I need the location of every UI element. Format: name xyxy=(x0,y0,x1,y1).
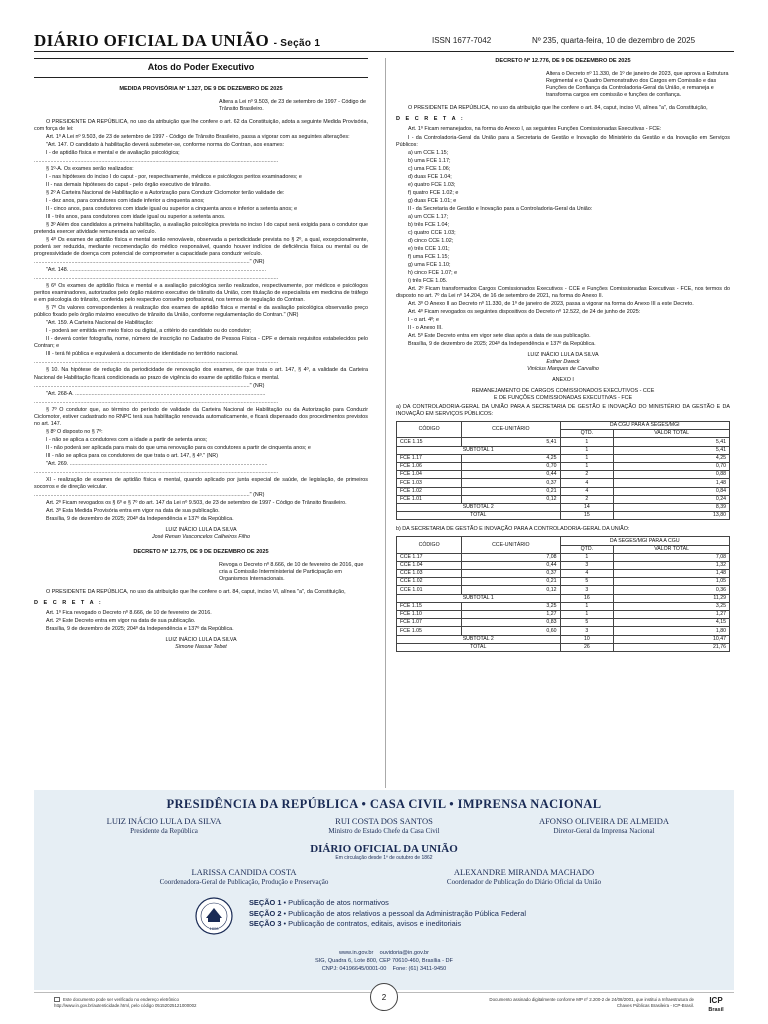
paragraph: I - o art. 4º; e xyxy=(408,316,440,323)
col-header: QTD. xyxy=(560,545,614,553)
masthead xyxy=(34,30,734,52)
table-cell: 0,21 xyxy=(462,578,560,586)
official-imprensa xyxy=(504,816,704,836)
table-row xyxy=(397,438,730,446)
table-cell: 5 xyxy=(560,619,614,627)
paragraph: II - da Secretaria de Gestão e Inovação para a Controladoria-Geral da União: xyxy=(408,205,593,212)
official-role: Ministro de Estado Chefe da Casa Civil xyxy=(328,827,440,836)
paragraph: § 10. Na hipótese de redução da periodicidade de renovação dos exames, de que trata o art. 147, § 4º, a validade da Carteira Nacional de Habilitação ficará condicionada ao prazo de vigência do exame de aptidão física e mental. xyxy=(34,367,368,381)
col-header: VALOR TOTAL xyxy=(614,430,730,438)
paragraph: "Art. 147. O candidato à habilitação deverá submeter-se, conforme norma do Contran, aos exames: xyxy=(46,142,285,149)
paragraph: II - cinco anos, para condutores com idade igual ou superior a cinquenta anos e inferior a setenta anos; e xyxy=(46,206,298,213)
icp-logo-top: ICP xyxy=(709,996,723,1005)
official-president xyxy=(64,816,264,836)
paragraph: § 3º Além dos candidatos a primeira habilitação, a avaliação psicológica prevista no inciso I do caput será exigida para o condutor que pretenda exercer atividade remunerada ao veículo. xyxy=(34,222,368,236)
paragraph: II - deverá conter fotografia, nome, número de inscrição no Cadastro de Pessoa Física - CPF e demais requisitos estabelecidos pelo Contran; e xyxy=(34,336,368,350)
page-number: 2 xyxy=(370,983,398,1011)
section-3-label: SEÇÃO 3 xyxy=(249,919,282,929)
table-cell: 0,70 xyxy=(614,462,730,470)
paragraph: Art. 4º Ficam revogados os seguintes dispositivos do Decreto nº 12.522, de 24 de junho de 2025: xyxy=(408,308,641,315)
official-coord-dou xyxy=(394,867,654,887)
table-cell: 1,80 xyxy=(614,627,730,635)
table-cell: 3 xyxy=(560,561,614,569)
table-cell: FCE 1.07 xyxy=(397,619,462,627)
contact-info xyxy=(34,950,734,973)
table-cell: FCE 1.01 xyxy=(397,495,462,503)
annex-title xyxy=(396,377,730,402)
table-cell: 14 xyxy=(560,503,614,511)
table-cell: 0,60 xyxy=(462,627,560,635)
table-cell: 13,80 xyxy=(614,512,730,520)
left-column xyxy=(34,58,368,788)
section-1-label: SEÇÃO 1 xyxy=(249,898,282,907)
table-row xyxy=(397,454,730,462)
table-cell: FCE 1.06 xyxy=(397,462,462,470)
col-header: CCE-UNITÁRIO xyxy=(462,537,560,553)
table-row xyxy=(397,602,730,610)
paragraph: "Art. 159. A Carteira Nacional de Habilitação: xyxy=(46,320,154,327)
signature-block xyxy=(34,527,368,541)
paragraph: O PRESIDENTE DA REPÚBLICA, no uso da atribuição que lhe confere o art. 62 da Constituição, adota a seguinte Medida Provisória, com força de lei: xyxy=(34,118,368,132)
official-name: AFONSO OLIVEIRA DE ALMEIDA xyxy=(538,816,670,826)
official-casa-civil xyxy=(284,816,484,836)
section-2-label: SEÇÃO 2 xyxy=(249,908,282,918)
paragraph: a) um CCE 1.15; xyxy=(408,149,449,156)
table-cell: 0,36 xyxy=(614,586,730,594)
table-cell: 1,27 xyxy=(462,611,560,619)
dou-title: DIÁRIO OFICIAL DA UNIÃO xyxy=(310,843,458,855)
table-cell: 4,15 xyxy=(614,619,730,627)
table-cell: 1 xyxy=(560,454,614,462)
table-cell: 5 xyxy=(560,578,614,586)
paragraph: e) quatro FCE 1.03; xyxy=(408,181,456,188)
table-row xyxy=(397,561,730,569)
annex-number: ANEXO I xyxy=(552,376,574,383)
paragraph: b) três FCE 1.04; xyxy=(408,221,450,228)
sections-legend xyxy=(249,898,629,930)
table-cell: 1,48 xyxy=(614,479,730,487)
act-summary: Revoga o Decreto nº 8.666, de 10 de fevereiro de 2016, que cria a Comissão Interministerial de Participação em Organismos Internacionais. xyxy=(219,562,364,583)
act-body xyxy=(396,126,730,347)
paragraph: Art. 3º O Anexo II ao Decreto nº 11.330, de 1º de janeiro de 2023, passa a vigorar na forma do Anexo III a este Decreto. xyxy=(408,300,694,307)
issn: ISSN 1677-7042 xyxy=(432,36,492,45)
right-column xyxy=(396,58,730,788)
paragraph: "Art. 269. .................................................................................................................................... xyxy=(46,460,268,467)
table-cell: 7,08 xyxy=(614,553,730,561)
table-cell: 0,44 xyxy=(462,471,560,479)
table-cell: 0,37 xyxy=(462,570,560,578)
table-cell: SUBTOTAL 2 xyxy=(397,635,561,643)
official-role: Diretor-Geral da Imprensa Nacional xyxy=(553,827,655,836)
decreta-heading: D E C R E T A : xyxy=(396,116,465,123)
table-cell: 5,41 xyxy=(614,446,730,454)
table-row xyxy=(397,495,730,503)
act-body xyxy=(34,610,368,633)
paragraph: d) duas FCE 1.04; xyxy=(408,173,452,180)
signature-name: LUIZ INÁCIO LULA DA SILVA xyxy=(527,351,599,358)
col-header: QTD. xyxy=(560,430,614,438)
imprensa-seal-icon xyxy=(194,896,234,936)
paragraph: g) duas FCE 1.01; e xyxy=(408,197,457,204)
table-cell: 0,70 xyxy=(462,462,560,470)
table-caption: b) DA SECRETARIA DE GESTÃO E INOVAÇÃO PARA A CONTROLADORIA-GERAL DA UNIÃO: xyxy=(396,526,630,533)
table-row xyxy=(397,512,730,520)
section-1-line xyxy=(249,898,629,909)
table-row xyxy=(397,570,730,578)
col-header: VALOR TOTAL xyxy=(614,545,730,553)
table-cell: 3 xyxy=(560,627,614,635)
paper-name xyxy=(34,30,320,52)
paragraph: ................................................................................................................................................" (NR) xyxy=(34,491,265,498)
table-cell: 1,27 xyxy=(614,611,730,619)
paragraph: Art. 1º Fica revogado o Decreto nº 8.666, de 10 de fevereiro de 2016. xyxy=(46,610,212,617)
official-role: Coordenador de Publicação do Diário Oficial da União xyxy=(446,878,602,887)
paragraph: § 2º A Carteira Nacional de Habilitação e a Autorização para Conduzir Ciclomotor terão validade de: xyxy=(46,190,285,197)
page-footer xyxy=(34,992,734,1014)
table-cell: 0,88 xyxy=(614,471,730,479)
table-cell: FCE 1.15 xyxy=(397,602,462,610)
section-2-line xyxy=(249,909,629,920)
table-cell: 11,29 xyxy=(614,594,730,602)
table-cell: FCE 1.03 xyxy=(397,479,462,487)
paragraph: ................................................................................................................................................................... xyxy=(34,275,279,282)
act-intro: O PRESIDENTE DA REPÚBLICA, no uso da atribuição que lhe confere o art. 84, caput, inciso VI, alínea "a", da Constituição, xyxy=(408,105,708,112)
paragraph: Art. 2º Ficam transformados Cargos Comissionados Executivos - CCE e Funções Comissionadas Executivas - FCE, nos termos do disposto no art. 7º da Lei nº 14.204, de 16 de setembro de 2021, na forma do Anexo II. xyxy=(396,285,730,299)
signature-name: Vinícius Marques de Carvalho xyxy=(527,365,599,372)
section-label: - Seção 1 xyxy=(273,38,321,49)
table-cell: CCE 1.04 xyxy=(397,561,462,569)
table-cell: 1,32 xyxy=(614,561,730,569)
paragraph: II - o Anexo III. xyxy=(408,324,443,331)
table-cell: TOTAL xyxy=(397,643,561,651)
table-row xyxy=(397,643,730,651)
table-cell: 1 xyxy=(560,438,614,446)
paragraph: Art. 1º Ficam remanejados, na forma do Anexo I, as seguintes Funções Comissionadas Executivas - FCE: xyxy=(408,126,662,133)
table-cell: 5,41 xyxy=(462,438,560,446)
act-title: DECRETO Nº 12.775, DE 9 DE DEZEMBRO DE 2025 xyxy=(133,548,269,555)
paragraph: f) uma FCE 1.15; xyxy=(408,253,450,260)
paragraph: § 1º-A. Os exames serão realizados: xyxy=(46,166,134,173)
address: SIG, Quadra 6, Lote 800, CEP 70610-460, Brasília - DF xyxy=(315,957,453,964)
table-row xyxy=(397,627,730,635)
table-cell: CCE 1.15 xyxy=(397,438,462,446)
section-2-text: • Publicação de atos relativos a pessoal da Administração Pública Federal xyxy=(283,908,527,918)
signature-name: LUIZ INÁCIO LULA DA SILVA xyxy=(165,526,237,533)
paragraph: f) quatro FCE 1.02; e xyxy=(408,189,459,196)
paragraph: § 4º Os exames de aptidão física e mental serão renováveis, observada a periodicidade prevista no § 2º, a qual, excepcionalmente, poderá ser reduzida, mediante recomendação do médico responsável, quando houver indícios de deficiência física ou mental ou de progressividade de doença com potencial de comprometer a capacidade para conduzir veículo. xyxy=(34,237,368,258)
signature-name: Simone Nassar Tebet xyxy=(175,644,227,651)
table-row xyxy=(397,611,730,619)
table-cell: 2 xyxy=(560,471,614,479)
table-caption: a) DA CONTROLADORIA-GERAL DA UNIÃO PARA A SECRETARIA DE GESTÃO E INOVAÇÃO DO MINISTÉRIO DA GESTÃO E DA INOVAÇÃO EM SERVIÇOS PÚBLICOS: xyxy=(396,404,730,418)
table-cell: 4 xyxy=(560,479,614,487)
table-cell: 0,37 xyxy=(462,479,560,487)
table-cell: 4 xyxy=(560,487,614,495)
paragraph: XI - realização de exames de aptidão física e mental, quando aplicado por junta especial de saúde, de legislação, de primeiros socorros e de direção veicular. xyxy=(34,476,368,490)
act-summary: Altera o Decreto nº 11.330, de 1º de janeiro de 2023, que aprova a Estrutura Regimental e o Quadro Demonstrativo dos Cargos em Comissão e das Funções de Confiança da Controladoria-Geral da União, e remaneja e transforma cargos em comissão e funções de confiança. xyxy=(546,71,729,99)
table-cell: FCE 1.17 xyxy=(397,454,462,462)
table-cell: CCE 1.03 xyxy=(397,570,462,578)
signature-block xyxy=(34,637,368,651)
table-cgu-to-seges xyxy=(396,421,730,520)
table-row xyxy=(397,446,730,454)
table-cell: 1 xyxy=(560,553,614,561)
decreta-heading: D E C R E T A : xyxy=(34,600,103,607)
col-header: DA CGU PARA A SEGES/MGI xyxy=(560,422,730,430)
paragraph: II - não poderá ser aplicada para mais do que uma renovação para os condutores a partir de cinquenta anos; e xyxy=(46,444,311,451)
table-row xyxy=(397,503,730,511)
table-cell: TOTAL xyxy=(397,512,561,520)
official-role: Presidente da República xyxy=(130,827,198,836)
act-body xyxy=(34,119,368,523)
official-coord-general xyxy=(114,867,374,887)
paragraph: i) três FCE 1.05. xyxy=(408,277,448,284)
publisher-title: PRESIDÊNCIA DA REPÚBLICA • CASA CIVIL • IMPRENSA NACIONAL xyxy=(166,797,602,811)
table-row xyxy=(397,578,730,586)
paragraph: ................................................................................................................................................................... xyxy=(34,359,279,366)
paragraph: a) um CCE 1.17; xyxy=(408,213,449,220)
paragraph: Art. 2º Ficam revogados os § 6º e § 7º do art. 147 da Lei nº 9.503, de 23 de setembro de 1997 - Código de Trânsito Brasileiro. xyxy=(46,499,347,506)
email-link[interactable]: ouvidoria@in.gov.br xyxy=(379,950,430,956)
table-row xyxy=(397,553,730,561)
seal-year: 1808 xyxy=(209,926,219,931)
official-name: ALEXANDRE MIRANDA MACHADO xyxy=(453,867,595,877)
col-header: CCE-UNITÁRIO xyxy=(462,422,560,438)
paragraph: I - dez anos, para condutores com idade inferior a cinquenta anos; xyxy=(46,198,205,205)
table-cell: 15 xyxy=(560,512,614,520)
section-heading: Atos do Poder Executivo xyxy=(34,58,368,78)
paragraph: d) cinco CCE 1.02; xyxy=(408,237,454,244)
paragraph: I - poderá ser emitida em meio físico ou digital, a critério do candidato ou do condutor; xyxy=(46,328,252,335)
table-cell: CCE 1.02 xyxy=(397,578,462,586)
paragraph: c) quatro CCE 1.03; xyxy=(408,229,456,236)
table-cell: 0,83 xyxy=(462,619,560,627)
table-cell: SUBTOTAL 1 xyxy=(397,594,561,602)
paragraph: "Art. 148. ................................................................................................................................... xyxy=(46,267,266,274)
paragraph: "Art. 268-A. ............................................................................................................................... xyxy=(46,390,266,397)
section-1-text: • Publicação de atos normativos xyxy=(283,898,389,907)
annex-subtitle: E DE FUNÇÕES COMISSIONADAS EXECUTIVAS - FCE xyxy=(493,395,633,401)
table-row xyxy=(397,586,730,594)
table-row xyxy=(397,635,730,643)
paragraph: ................................................................................................................................................" (NR) xyxy=(34,259,265,266)
col-header: CÓDIGO xyxy=(397,537,462,553)
table-cell: 3,25 xyxy=(462,602,560,610)
paragraph: § 7º O condutor que, ao término do período de validade da Carteira Nacional de Habilitação ou da Autorização para Conduzir Ciclomotor, estiver cadastrado no RNPC terá sua habilitação renovada automaticamente, e ficará dispensado dos procedimentos previstos no art. 147. xyxy=(34,406,368,427)
paragraph: § 7º Os valores correspondentes à realização dos exames de aptidão física e mental e da avaliação psicológica observarão preço público fixado pelo órgão máximo executivo de trânsito da União, conforme regulamentação do Contran." (NR) xyxy=(34,305,368,319)
official-role: Coordenadora-Geral de Publicação, Produção e Preservação xyxy=(159,878,329,887)
table-seges-to-cgu xyxy=(396,536,730,652)
paragraph: c) uma FCE 1.06; xyxy=(408,165,451,172)
paragraph: Brasília, 9 de dezembro de 2025; 204º da Independência e 137º da República. xyxy=(46,626,234,633)
table-row xyxy=(397,619,730,627)
section-3-line xyxy=(249,919,629,930)
paragraph: I - de aptidão física e mental e de avaliação psicológica; xyxy=(46,150,180,157)
paragraph: Brasília, 9 de dezembro de 2025; 204º da Independência e 137º da República. xyxy=(408,340,596,347)
table-cell: 7,08 xyxy=(462,553,560,561)
col-header: CÓDIGO xyxy=(397,422,462,438)
table-cell: 10,47 xyxy=(614,635,730,643)
phone: Fone: (61) 3411-9450 xyxy=(392,965,447,972)
paragraph: g) uma FCE 1.10; xyxy=(408,261,451,268)
signature-name: José Renan Vasconcelos Calheiros Filho xyxy=(151,533,251,540)
paragraph: § 8º O disposto no § 7º: xyxy=(46,428,103,435)
table-cell: 4,25 xyxy=(462,454,560,462)
table-cell: 1 xyxy=(560,611,614,619)
table-cell: FCE 1.05 xyxy=(397,627,462,635)
paragraph: Art. 3º Esta Medida Provisória entra em vigor na data de sua publicação. xyxy=(46,507,220,514)
dou-since: Em circulação desde 1º de outubro de 1862 xyxy=(335,855,433,861)
paragraph: e) três CCE 1.01; xyxy=(408,245,450,252)
table-cell: 26 xyxy=(560,643,614,651)
table-cell: 0,84 xyxy=(614,487,730,495)
table-cell: 8,39 xyxy=(614,503,730,511)
table-cell: 4,25 xyxy=(614,454,730,462)
paragraph: ................................................................................................................................................................... xyxy=(34,398,279,405)
table-row xyxy=(397,471,730,479)
table-cell: 10 xyxy=(560,635,614,643)
official-name: LARISSA CANDIDA COSTA xyxy=(191,867,297,877)
table-cell: 2 xyxy=(560,495,614,503)
issue-date: Nº 235, quarta-feira, 10 de dezembro de 2025 xyxy=(532,36,696,45)
table-cell: 0,24 xyxy=(614,495,730,503)
paragraph: Art. 1º A Lei nº 9.503, de 23 de setembro de 1997 - Código de Trânsito Brasileiro, passa a vigorar com as seguintes alterações: xyxy=(46,134,350,141)
icp-brasil-logo-icon xyxy=(704,995,728,1013)
paragraph: I - nas hipóteses do inciso I do caput - por, respectivamente, médicos e psicólogos peritos examinadores; e xyxy=(46,174,302,181)
signature-name: Esther Dweck xyxy=(546,358,580,365)
signature-name: LUIZ INÁCIO LULA DA SILVA xyxy=(165,637,237,644)
paragraph: III - três anos, para condutores com idade igual ou superior a setenta anos. xyxy=(46,214,226,221)
act-title: DECRETO Nº 12.776, DE 9 DE DEZEMBRO DE 2025 xyxy=(495,58,631,64)
verification-text: Este documento pode ser verificado no endereço eletrônico http://www.in.gov.br/autenticidade.html, pelo código 05152025121000002 xyxy=(54,997,197,1009)
paragraph: III - terá fé pública e equivalerá a documento de identidade no território nacional. xyxy=(46,351,239,358)
paper-title: DIÁRIO OFICIAL DA UNIÃO xyxy=(34,31,270,50)
paragraph: Art. 5º Este Decreto entra em vigor sete dias após a data de sua publicação. xyxy=(408,332,591,339)
paragraph: II - nas demais hipóteses do caput - pelo órgão executivo de trânsito. xyxy=(46,182,211,189)
site-link[interactable]: www.in.gov.br xyxy=(338,950,374,956)
table-cell: CCE 1.17 xyxy=(397,553,462,561)
table-cell: 21,76 xyxy=(614,643,730,651)
signature-block xyxy=(396,352,730,373)
paragraph: Brasília, 9 de dezembro de 2025; 204º da Independência e 137º da República. xyxy=(46,515,234,522)
table-cell: CCE 1.01 xyxy=(397,586,462,594)
table-cell: 16 xyxy=(560,594,614,602)
table-cell: SUBTOTAL 1 xyxy=(397,446,561,454)
paragraph: h) cinco FCE 1.07; e xyxy=(408,269,458,276)
table-cell: FCE 1.10 xyxy=(397,611,462,619)
paragraph: I - da Controladoria-Geral da União para a Secretaria de Gestão e Inovação do Ministério da Gestão e da Inovação em Serviços Públicos: xyxy=(396,134,730,148)
table-cell: 0,21 xyxy=(462,487,560,495)
cnpj: CNPJ: 04196645/0001-00 xyxy=(321,965,387,972)
table-cell: 1,05 xyxy=(614,578,730,586)
annex-subtitle: REMANEJAMENTO DE CARGOS COMISSIONADOS EXECUTIVOS - CCE xyxy=(471,387,655,394)
paragraph: III - não se aplica para os condutores de que trata o art. 147, § 4º." (NR) xyxy=(46,452,218,459)
col-header: DA SEGES/MGI PARA A CGU xyxy=(560,537,730,545)
column-divider xyxy=(385,58,386,788)
verification-note xyxy=(54,997,254,1009)
signature-note: Documento assinado digitalmente conforme MP nº 2.200-2 de 24/08/2001, que institui a Infraestrutura de Chaves Públicas Brasileira - ICP-Brasil. xyxy=(489,997,694,1009)
table-cell: 5,41 xyxy=(614,438,730,446)
paragraph: ................................................................................................................................................" (NR) xyxy=(34,382,265,389)
paragraph: I - não se aplica a condutores com a idade a partir de setenta anos; xyxy=(46,436,208,443)
table-cell: FCE 1.02 xyxy=(397,487,462,495)
table-cell: SUBTOTAL 2 xyxy=(397,503,561,511)
paragraph: ................................................................................................................................................................... xyxy=(34,158,279,165)
table-cell: 3 xyxy=(560,586,614,594)
icp-logo-bottom: Brasil xyxy=(708,1007,724,1013)
act-summary: Altera a Lei nº 9.503, de 23 de setembro de 1997 - Código de Trânsito Brasileiro. xyxy=(219,98,367,112)
table-cell: 0,12 xyxy=(462,586,560,594)
table-cell: 1 xyxy=(560,446,614,454)
official-name: RUI COSTA DOS SANTOS xyxy=(335,816,433,826)
table-cell: 0,12 xyxy=(462,495,560,503)
section-3-text: • Publicação de contratos, editais, avisos e ineditoriais xyxy=(283,919,462,929)
table-cell: 0,44 xyxy=(462,561,560,569)
paragraph: b) uma FCE 1.17; xyxy=(408,157,451,164)
paragraph: ................................................................................................................................................................... xyxy=(34,468,279,475)
verify-icon xyxy=(54,997,60,1002)
publisher-box xyxy=(34,790,734,990)
act-intro: O PRESIDENTE DA REPÚBLICA, no uso da atribuição que lhe confere o art. 84, caput, inciso VI, alínea "a", da Constituição, xyxy=(46,589,346,596)
table-cell: 1 xyxy=(560,602,614,610)
table-cell: 1,48 xyxy=(614,570,730,578)
paragraph: Art. 2º Este Decreto entra em vigor na data de sua publicação. xyxy=(46,618,196,625)
table-cell: 4 xyxy=(560,570,614,578)
table-cell: 3,25 xyxy=(614,602,730,610)
official-name: LUIZ INÁCIO LULA DA SILVA xyxy=(106,816,222,826)
table-cell: 1 xyxy=(560,462,614,470)
paragraph: § 6º Os exames de aptidão física e mental e a avaliação psicológica serão realizados, respectivamente, por médicos e psicólogos peritos examinadores, autorizados pelo órgão máximo executivo de trânsito da União, com titulação de especialista em medicina de tráfego e em psicologia do trânsito, conferida pelo respectivo conselho profissional, nos termos de regulação do Contran. xyxy=(34,283,368,304)
table-row xyxy=(397,479,730,487)
act-title: MEDIDA PROVISÓRIA Nº 1.327, DE 9 DE DEZEMBRO DE 2025 xyxy=(119,85,283,92)
table-cell: FCE 1.04 xyxy=(397,471,462,479)
table-row xyxy=(397,487,730,495)
table-row xyxy=(397,462,730,470)
table-row xyxy=(397,594,730,602)
